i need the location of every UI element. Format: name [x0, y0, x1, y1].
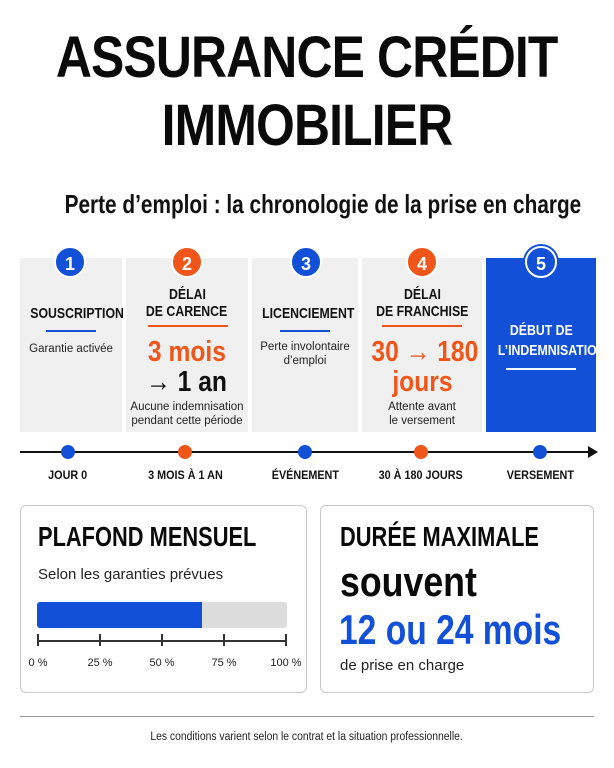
timeline-label-2: 3 MOIS À 1 AN	[147, 468, 223, 482]
step-title-indemnisation-line2: L’INDEMNISATION	[497, 342, 606, 359]
step-title-carence-line2: DE CARENCE	[146, 303, 228, 320]
plafond-axis-label: 50 %	[149, 657, 175, 669]
step-number-badge-1: 1	[54, 246, 86, 278]
duree-caption: de prise en charge	[340, 657, 465, 674]
plafond-axis-tick	[161, 634, 163, 646]
plafond-axis-tick	[285, 634, 287, 646]
plafond-axis-tick	[37, 634, 39, 646]
timeline-label-4: 30 À 180 JOURS	[378, 468, 464, 482]
step-divider-5	[506, 368, 576, 370]
step-number-badge-4: 4	[406, 246, 438, 278]
plafond-subtitle: Selon les garanties prévues	[38, 566, 224, 583]
step-desc-licenciement-line2: d’emploi	[283, 355, 327, 367]
page-title-line2: IMMOBILIER	[161, 93, 453, 158]
step-desc-licenciement-line1: Perte involontaire	[260, 341, 350, 353]
step-value-franchise-line2: jours	[391, 366, 453, 398]
step-number-badge-3: 3	[290, 246, 322, 278]
timeline-marker-5	[533, 445, 547, 459]
step-divider-3	[280, 330, 330, 332]
timeline-marker-1	[61, 445, 75, 459]
step-divider-2	[148, 325, 228, 327]
timeline-label-3: ÉVÉNEMENT	[271, 468, 339, 482]
timeline-marker-4	[414, 445, 428, 459]
plafond-axis-tick	[99, 634, 101, 646]
timeline-marker-2	[178, 445, 192, 459]
step-title-indemnisation-line1: DÉBUT DE	[509, 322, 573, 339]
step-divider-4	[382, 325, 462, 327]
step-desc-carence-line1: Aucune indemnisation	[130, 401, 244, 413]
step-value-franchise-line1: 30 → 180	[371, 336, 479, 368]
timeline-label-1: JOUR 0	[48, 468, 88, 482]
step-title-licenciement: LICENCIEMENT	[262, 305, 355, 322]
duree-value: 12 ou 24 mois	[339, 606, 562, 653]
timeline-arrow-icon	[588, 446, 598, 458]
step-number-badge-2: 2	[171, 246, 203, 278]
step-number-badge-5: 5	[525, 246, 557, 278]
footer-divider	[20, 716, 594, 717]
step-value-carence-line1: 3 mois	[147, 336, 227, 368]
step-title-carence-line1: DÉLAI	[168, 286, 206, 303]
step-divider-1	[46, 330, 96, 332]
page-subtitle: Perte d’emploi : la chronologie de la prise en charge	[64, 189, 582, 219]
step-title-souscription: SOUSCRIPTION	[30, 305, 124, 322]
step-desc-souscription: Garantie activée	[29, 343, 113, 355]
plafond-axis-label: 100 %	[270, 657, 302, 669]
plafond-axis-label: 25 %	[87, 657, 113, 669]
plafond-axis-label: 0 %	[28, 657, 48, 669]
duree-souvent: souvent	[340, 558, 477, 605]
step-value-carence-line2: → 1 an	[146, 366, 228, 398]
plafond-axis-label: 75 %	[211, 657, 237, 669]
plafond-title: PLAFOND MENSUEL	[38, 521, 257, 552]
plafond-axis-tick	[223, 634, 225, 646]
step-title-franchise-line1: DÉLAI	[403, 286, 441, 303]
duree-title: DURÉE MAXIMALE	[340, 521, 539, 552]
footer-note: Les conditions varient selon le contrat et la situation professionnelle.	[150, 731, 464, 743]
timeline-label-5: VERSEMENT	[506, 468, 574, 482]
timeline-marker-3	[298, 445, 312, 459]
step-desc-carence-line2: pendant cette période	[131, 415, 243, 427]
step-desc-franchise-line1: Attente avant	[388, 401, 456, 413]
page-title-line1: ASSURANCE CRÉDIT	[56, 25, 558, 90]
step-title-franchise-line2: DE FRANCHISE	[375, 303, 469, 320]
plafond-progress-fill	[37, 602, 202, 628]
plafond-progress-bar	[37, 602, 287, 628]
step-desc-franchise-line2: le versement	[389, 415, 455, 427]
